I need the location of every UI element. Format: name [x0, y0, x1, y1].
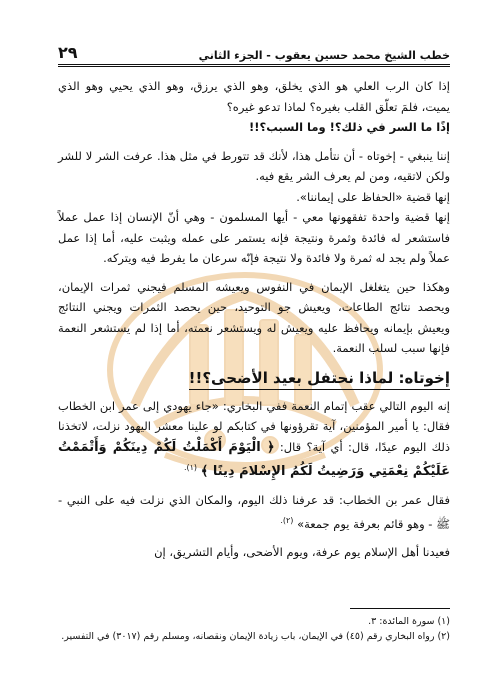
paragraph: إذا كان الرب العلي هو الذي يخلق، وهو الذي يرزق، وهو الذي يحيي وهو الذي يميت، فلمَ تعلّق القلب بغيره؟ لماذا تدعو غيره؟	[58, 79, 450, 114]
paragraph: إننا ينبغي - إخوتاه - أن نتأمل هذا، لأنك قد تتورط في مثل هذا. عرفت الشر لا للشر ولكن لاتقيه، ومن لم يعرف الشر يقع فيه.	[58, 148, 450, 183]
paragraph-gap	[58, 269, 450, 277]
paragraph-gap	[58, 482, 450, 490]
footnote: (٢) رواه البخاري رقم (٤٥) في الإيمان، باب زيادة الإيمان ونقصانه، ومسلم رقم (٣٠١٧) في التفسير.	[61, 631, 450, 642]
paragraph-hadith: إنه اليوم التالي عقب إتمام النعمة ففي البخاري: «جاء يهودي إلى عمر ابن الخطاب فقال: يا أمير المؤمنين، آية تقرؤونها في كتابكم لو علينا معشر اليهود نزلت، لاتخذنا ذلك اليوم عيدًا، قال: أي آية؟ قال: ﴿ الْيَوْمَ أَكْمَلْتُ لَكُمْ دِينَكُمْ وَأَتْمَمْتُ عَلَيْكُمْ نِعْمَتِي وَرَضِيتُ لَكُمُ الإِسْلامَ دِينًا ﴾ $^{(١).}$	[58, 398, 450, 479]
footnote: (١) سورة المائدة: ٣.	[368, 616, 450, 627]
paragraph: وهكذا حين يتغلغل الإيمان في النفوس ويعيشه المسلم فيجني ثمرات الإيمان، ويحصد نتائج الطاعات، ويعيش جو التوحيد، حين يحصد الثمرات ويجني النتائج ويعيش بإيمانه ويحافظ عليه ويعيش له ويستشعر نعمته، أما إذا لم يستشعر النعمة فإنها سبب لسلب النعمة.	[58, 279, 450, 355]
paragraph: إنها قضية «الحفاظ على إيماننا».	[296, 189, 450, 204]
paragraph-question: إذًا ما السر في ذلك؟! وما السبب؟!!	[249, 120, 450, 134]
section-heading-wrap	[58, 359, 450, 396]
paragraph: فعيدنا أهل الإسلام يوم عرفة، ويوم الأضحى، وأيام التشريق، إن	[154, 545, 450, 560]
paragraph-gap	[58, 138, 450, 146]
footnote-rule	[350, 608, 450, 609]
section-heading: إخوتاه: لماذا نحتفل بعيد الأضحى؟!!	[189, 367, 450, 390]
header-rule	[58, 64, 450, 67]
paragraph-gap	[58, 534, 450, 542]
footnote-ref: (٢).	[280, 515, 294, 525]
page-header	[58, 40, 450, 62]
body-text	[58, 76, 450, 563]
running-title: خطب الشيخ محمد حسين يعقوب - الجزء الثاني	[198, 49, 450, 62]
footnote-ref: (١).	[183, 463, 198, 472]
page-number: ٢٩	[58, 43, 78, 62]
paragraph: فقال عمر بن الخطاب: قد عرفنا ذلك اليوم، والمكان الذي نزلت فيه على النبي - ﷺ - وهو قائم بعرفة يوم جمعة» $^{(٢).}$	[58, 493, 450, 531]
paragraph: إنها قضية واحدة تفقهونها معي - أيها المسلمون - وهي أنّ الإنسان إذا عمل عملاً فاستشعر له فائدة وثمرة ونتيجة فإنه يستمر على عمله ويثبت عليه، أما إذا عمل عملاً ولم يجد له ثمرة ولا فائدة ولا نتيجة فإنّه سرعان ما يفرط فيه ويتركه.	[58, 210, 450, 265]
footnotes	[58, 614, 450, 644]
quran-verse: ﴿ الْيَوْمَ أَكْمَلْتُ لَكُمْ دِينَكُمْ وَأَتْمَمْتُ عَلَيْكُمْ نِعْمَتِي وَرَضِيتُ لَكُمُ الإِسْلامَ دِينًا ﴾	[58, 439, 450, 479]
